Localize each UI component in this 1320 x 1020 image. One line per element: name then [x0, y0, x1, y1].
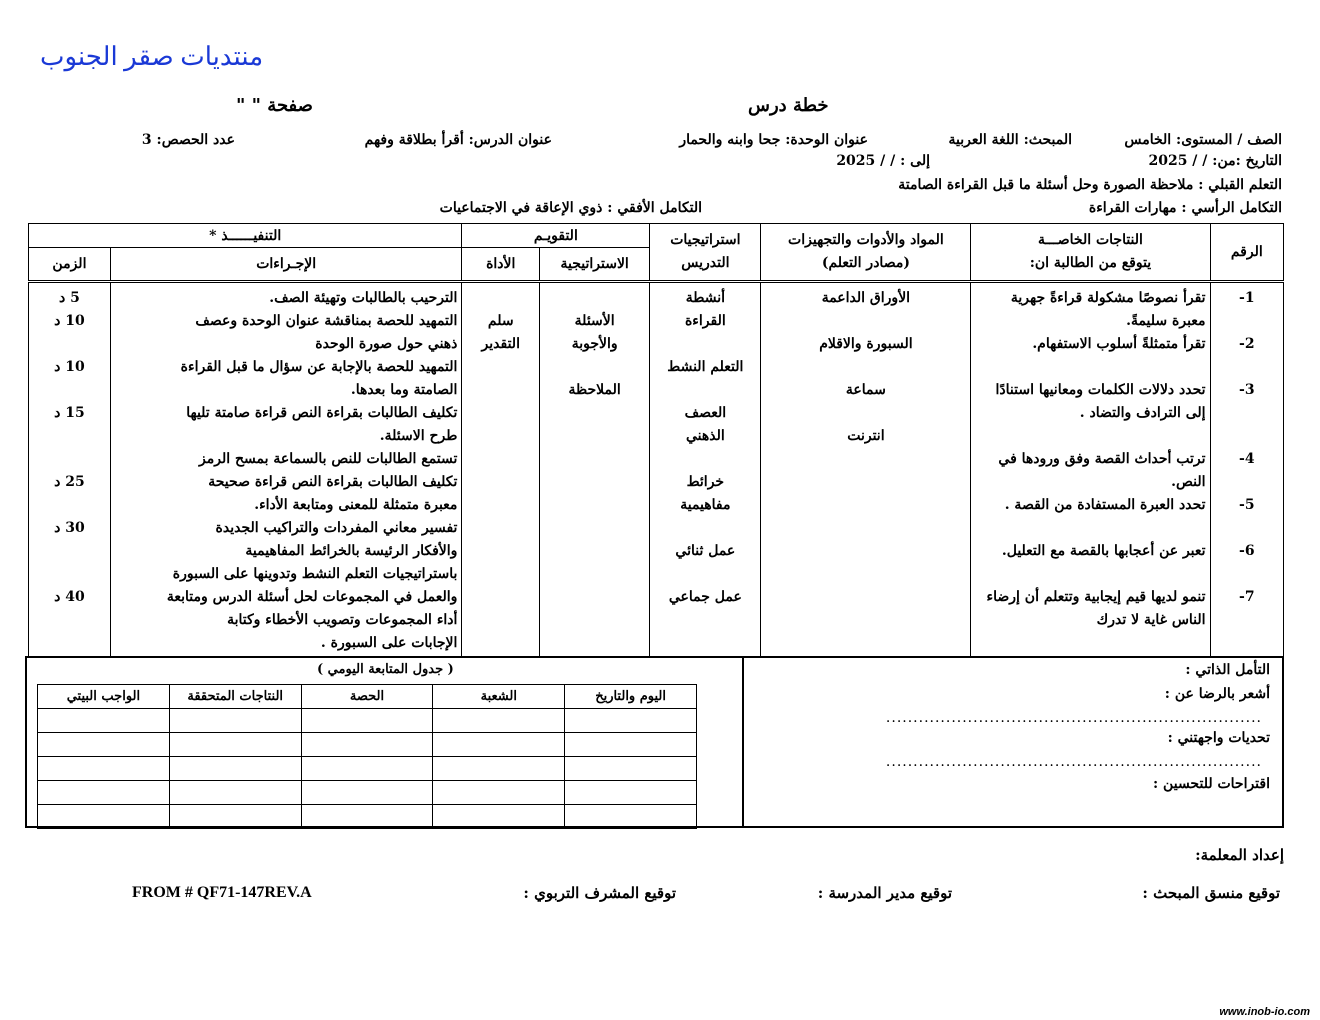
reflection-challenges-line[interactable]: ..................................................................... — [885, 754, 1262, 770]
daily-tracking-table — [37, 684, 697, 829]
tracking-title: ( جدول المتابعة اليومي ) — [317, 662, 454, 677]
strategy-line — [654, 448, 756, 471]
time-line — [33, 494, 106, 517]
material-line: انترنت — [847, 428, 885, 444]
strategy-line — [654, 333, 756, 356]
date-from-field: التاريخ :من: / / 2025 — [1148, 153, 1282, 169]
outcome-number: 1- — [1239, 290, 1255, 306]
page-number-label: صفحة " " — [236, 95, 313, 116]
strategy-line: الذهني — [685, 428, 725, 444]
time-line — [33, 448, 106, 471]
grade-field: الصف / المستوى: الخامس — [1124, 132, 1282, 148]
outcome-line: ترتب أحداث القصة وفق ورودها في — [998, 451, 1206, 467]
periods-field: عدد الحصص: 3 — [141, 132, 235, 148]
procedure-line: تكليف الطالبات بقراءة النص قراءة صحيحة — [208, 474, 458, 490]
assess-tool-line — [466, 287, 535, 310]
outcome-line — [975, 563, 1205, 586]
track-col-outcomes: النتاجات المتحققة — [169, 685, 301, 709]
outcome-line: تنمو لديها قيم إيجابية وتتعلم أن إرضاء — [986, 589, 1206, 605]
vertical-integration-field: التكامل الرأسي : مهارات القراءة — [1088, 200, 1282, 216]
procedure-line: طرح الاسئلة. — [379, 428, 458, 444]
procedure-line: باستراتيجيات التعلم النشط وتدوينها على السبورة — [172, 566, 458, 582]
track-col-day: اليوم والتاريخ — [565, 685, 697, 709]
time-line — [33, 425, 106, 448]
procedure-line: تكليف الطالبات بقراءة النص قراءة صامتة تليها — [186, 405, 458, 421]
outcome-line: إلى الترادف والتضاد . — [1079, 405, 1206, 421]
forum-watermark: منتديات صقر الجنوب — [40, 42, 264, 71]
track-col-period: الحصة — [301, 685, 433, 709]
assess-tool-line: التقدير — [481, 336, 520, 352]
outcome-line: تقرأ متمثلةً أسلوب الاستفهام. — [1032, 336, 1206, 352]
time-line: 15 د — [54, 405, 85, 421]
outcome-line: معبرة سليمةً. — [1126, 313, 1206, 329]
outcome-number — [1215, 517, 1279, 540]
procedure-line: الإجابات على السبورة . — [320, 635, 458, 651]
strategy-line: مفاهيمية — [680, 497, 731, 513]
col-number-header: الرقم — [1210, 224, 1283, 282]
material-line: السبورة والاقلام — [819, 336, 913, 352]
assess-strategy-line: الملاحظة — [568, 382, 621, 398]
outcome-number — [1215, 402, 1279, 425]
strategies-cell — [650, 282, 761, 658]
outcome-number: 5- — [1239, 497, 1255, 513]
prior-learning-field: التعلم القبلي : ملاحظة الصورة وحل أسئلة ما قبل القراءة الصامتة — [898, 177, 1282, 193]
procedure-line: تفسير معاني المفردات والتراكيب الجديدة — [215, 520, 458, 536]
procedure-line: معبرة متمثلة للمعنى ومتابعة الأداء. — [254, 497, 458, 513]
strategy-line: القراءة — [684, 313, 726, 329]
time-cell — [29, 282, 111, 658]
col-assess-strategy-header: الاستراتيجية — [540, 248, 650, 282]
assess-strategy-line: الأسئلة — [574, 313, 615, 329]
numbers-cell — [1210, 282, 1283, 658]
outcomes-cell — [971, 282, 1210, 658]
procedure-line: ذهني حول صورة الوحدة — [315, 336, 458, 352]
strategy-line — [654, 563, 756, 586]
strategy-line: التعلم النشط — [667, 359, 744, 375]
procedure-line: الصامتة وما بعدها. — [350, 382, 458, 398]
materials-cell — [761, 282, 971, 658]
procedure-line: تستمع الطالبات للنص بالسماعة بمسح الرمز — [199, 451, 458, 467]
horizontal-integration-field: التكامل الأفقي : ذوي الإعاقة في الاجتماعيات — [439, 200, 702, 216]
procedure-line: الترحيب بالطالبات وتهيئة الصف. — [269, 290, 458, 306]
coordinator-signature: توقيع منسق المبحث : — [1142, 884, 1280, 902]
unit-field: عنوان الوحدة: جحا وابنه والحمار — [679, 132, 868, 148]
material-line — [765, 402, 966, 425]
assess-strategy-line: والأجوبة — [571, 336, 618, 352]
strategy-line: خرائط — [686, 474, 725, 490]
outcome-number — [1215, 425, 1279, 448]
time-line: 40 د — [54, 589, 85, 605]
reflection-challenges-label: تحديات واجهتني : — [1167, 730, 1270, 746]
followup-box — [25, 656, 1284, 828]
prepared-by-label: إعداد المعلمة: — [1195, 846, 1284, 864]
strategy-line: أنشطة — [685, 290, 725, 306]
time-line: 25 د — [54, 474, 85, 490]
strategy-line — [654, 517, 756, 540]
time-line: 5 د — [59, 290, 80, 306]
outcome-line: تعبر عن أعجابها بالقصة مع التعليل. — [1001, 543, 1206, 559]
outcome-number: 2- — [1239, 336, 1255, 352]
time-line: 10 د — [54, 313, 85, 329]
reflection-satisfied-label: أشعر بالرضا عن : — [1164, 686, 1270, 702]
procedure-line: والعمل في المجموعات لحل أسئلة الدرس ومتابعة — [166, 589, 458, 605]
time-line: 30 د — [54, 520, 85, 536]
procedure-line: والأفكار الرئيسة بالخرائط المفاهيمية — [245, 543, 458, 559]
outcome-line — [975, 425, 1205, 448]
table-row[interactable] — [38, 757, 697, 781]
principal-signature: توقيع مدير المدرسة : — [817, 884, 952, 902]
reflection-suggestions-label: اقتراحات للتحسين : — [1153, 776, 1270, 792]
assess-tool-line: سلم — [487, 313, 514, 329]
assess-tool-cell — [462, 282, 540, 658]
reflection-title: التأمل الذاتي : — [1185, 662, 1270, 678]
assess-strategy-line — [544, 287, 645, 310]
material-line: الأوراق الداعمة — [821, 290, 911, 306]
outcome-line: النص. — [1171, 474, 1206, 490]
outcome-number: 3- — [1239, 382, 1255, 398]
col-assessment-header: التقويـم — [462, 224, 650, 248]
outcome-number: 7- — [1239, 589, 1255, 605]
procedure-line: أداء المجموعات وتصويب الأخطاء وكتابة — [227, 612, 458, 628]
assess-strategy-cell — [540, 282, 650, 658]
outcome-number — [1215, 609, 1279, 632]
lesson-plan-table — [28, 223, 1284, 658]
table-row[interactable] — [38, 805, 697, 829]
time-line — [33, 563, 106, 586]
page-title: خطة درس — [748, 95, 829, 116]
site-url[interactable]: www.inob-io.com — [1219, 1006, 1310, 1018]
strategy-line: عمل جماعي — [668, 589, 742, 605]
material-line: سماعة — [845, 382, 886, 398]
outcome-line: تحدد العبرة المستفادة من القصة . — [1004, 497, 1206, 513]
subject-field: المبحث: اللغة العربية — [948, 132, 1072, 148]
time-line — [33, 379, 106, 402]
col-procedures-header: الإجـراءات — [110, 248, 462, 282]
outcome-line: الناس غاية لا تدرك — [1096, 612, 1206, 628]
col-assess-tool-header: الأداة — [462, 248, 540, 282]
table-row[interactable] — [38, 709, 697, 733]
outcome-line — [975, 356, 1205, 379]
outcome-number — [1215, 310, 1279, 333]
procedure-line: التمهيد للحصة بالإجابة عن سؤال ما قبل القراءة — [180, 359, 458, 375]
outcome-number — [1215, 563, 1279, 586]
table-row[interactable] — [38, 781, 697, 805]
col-strategies-header: استراتيجيات التدريس — [650, 224, 761, 282]
form-code: FROM # QF71-147REV.A — [132, 884, 312, 901]
track-col-homework: الواجب البيتي — [38, 685, 170, 709]
col-materials-header: المواد والأدوات والتجهيزات (مصادر التعلم) — [761, 224, 971, 282]
outcome-line — [975, 517, 1205, 540]
supervisor-signature: توقيع المشرف التربوي : — [523, 884, 676, 902]
procedure-line: التمهيد للحصة بمناقشة عنوان الوحدة وعصف — [195, 313, 458, 329]
track-col-section: الشعبة — [433, 685, 565, 709]
date-to-field: إلى : / / 2025 — [836, 153, 930, 169]
col-time-header: الزمن — [29, 248, 111, 282]
time-line — [33, 333, 106, 356]
time-line: 10 د — [54, 359, 85, 375]
outcome-line: تحدد دلالات الكلمات ومعانيها استنادًا — [995, 382, 1206, 398]
outcome-number — [1215, 471, 1279, 494]
material-line — [765, 356, 966, 379]
outcome-number: 4- — [1239, 451, 1255, 467]
strategy-line: العصف — [684, 405, 727, 421]
outcome-number — [1215, 356, 1279, 379]
material-line — [765, 310, 966, 333]
reflection-satisfied-line[interactable]: ..................................................................... — [885, 710, 1262, 726]
col-outcomes-header: النتاجات الخاصـــة يتوقع من الطالبة ان: — [971, 224, 1210, 282]
lesson-field: عنوان الدرس: أقرأ بطلاقة وفهم — [364, 132, 552, 148]
strategy-line — [654, 379, 756, 402]
assess-strategy-line — [544, 356, 645, 379]
procedures-cell — [110, 282, 462, 658]
strategy-line: عمل ثنائي — [675, 543, 736, 559]
box-divider — [742, 658, 744, 826]
outcome-line: تقرأ نصوصًا مشكولة قراءةً جهرية — [1010, 290, 1206, 306]
col-execution-header: التنفيــــــذ * — [29, 224, 462, 248]
table-row[interactable] — [38, 733, 697, 757]
time-line — [33, 540, 106, 563]
outcome-number: 6- — [1239, 543, 1255, 559]
